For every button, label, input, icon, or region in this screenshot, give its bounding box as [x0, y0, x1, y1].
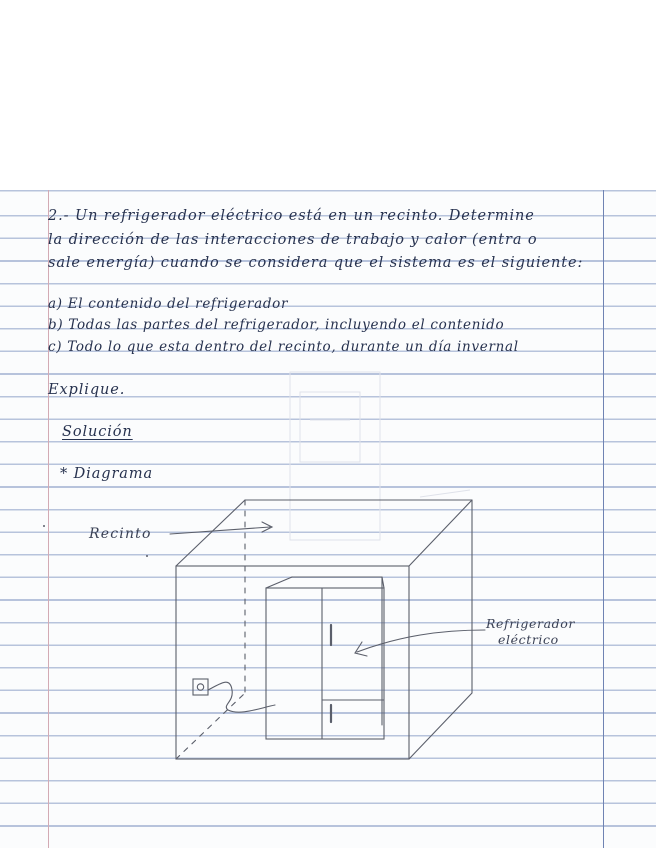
power-outlet	[193, 679, 208, 695]
problem-line-1: 2.- Un refrigerador eléctrico está en un recinto. Determine	[48, 208, 535, 224]
room-edge	[409, 693, 472, 759]
fridge-label-line2: eléctrico	[498, 632, 559, 647]
fridge-arrow-shaft	[357, 630, 485, 652]
fridge-edge	[266, 577, 292, 588]
diagram-heading: * Diagrama	[60, 466, 154, 482]
power-outlet-socket	[197, 684, 203, 690]
room-arrow-shaft	[170, 527, 270, 534]
option-c: c) Todo lo que esta dentro del recinto, durante un día invernal	[48, 339, 519, 355]
power-cord	[208, 682, 275, 712]
room-label: Recinto	[89, 526, 152, 542]
pencil-dot	[43, 525, 45, 527]
fridge-label-line1: Refrigerador	[486, 616, 575, 631]
solution-heading: Solución	[62, 424, 133, 440]
room-hidden-edge	[176, 693, 245, 759]
option-b: b) Todas las partes del refrigerador, incluyendo el contenido	[48, 317, 505, 333]
explain-text: Explique.	[48, 382, 126, 398]
pencil-dot	[146, 555, 148, 557]
option-a: a) El contenido del refrigerador	[48, 296, 289, 312]
room-edge	[409, 500, 472, 566]
problem-line-2: la dirección de las interacciones de trabajo y calor (entra o	[48, 232, 538, 248]
problem-line-3: sale energía) cuando se considera que el sistema es el siguiente:	[48, 255, 584, 271]
fridge-front	[266, 588, 384, 739]
room-front-face	[176, 566, 409, 759]
